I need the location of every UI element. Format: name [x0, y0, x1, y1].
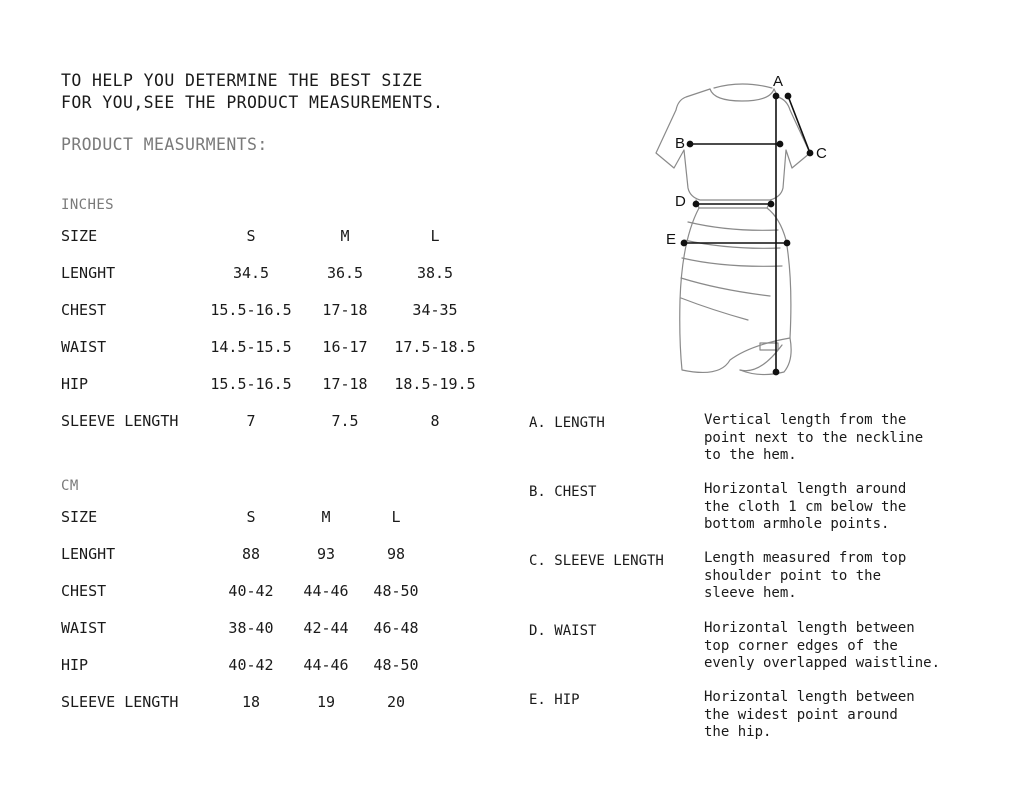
cell-s: 88	[241, 545, 261, 563]
drape-fold	[682, 258, 782, 266]
drape-fold	[688, 222, 778, 230]
neckline-back	[714, 84, 772, 88]
cell-m: 7.5	[331, 412, 359, 430]
drape-fold	[681, 278, 770, 296]
header-m: M	[321, 508, 331, 526]
cell-m: 44-46	[303, 656, 349, 674]
desc-line: the widest point around	[704, 706, 898, 723]
cell-l: 48-50	[373, 582, 419, 600]
cell-m: 36.5	[326, 264, 364, 282]
skirt-outline	[680, 208, 791, 372]
waist-right-point	[768, 201, 773, 206]
desc-line: top corner edges of the	[704, 637, 898, 654]
desc-line: to the hem.	[704, 447, 797, 463]
desc-line: the cloth 1 cm below the	[704, 498, 907, 515]
table-row	[61, 338, 521, 358]
cell-s: 14.5-15.5	[210, 338, 292, 356]
cell-m: 42-44	[303, 619, 349, 637]
cell-l: 48-50	[373, 656, 419, 674]
legend-key: B. CHEST	[529, 484, 597, 500]
header-l: L	[391, 508, 401, 526]
table-row	[61, 412, 521, 432]
cell-l: 46-48	[373, 619, 419, 637]
legend-key: C. SLEEVE LENGTH	[529, 553, 664, 569]
desc-line: Length measured from top	[704, 550, 907, 566]
cell-m: 44-46	[303, 582, 349, 600]
table-row	[61, 375, 521, 395]
drape-fold	[684, 240, 780, 248]
desc-line: the hip.	[704, 724, 772, 740]
desc-line: Horizontal length around	[704, 481, 907, 497]
intro-line-2: FOR YOU,SEE THE PRODUCT MEASUREMENTS.	[61, 93, 444, 112]
cell-l: 20	[386, 693, 406, 711]
cm-unit-label: CM	[61, 478, 79, 494]
desc-line: evenly overlapped waistline.	[704, 655, 941, 671]
row-label: SLEEVE LENGTH	[61, 693, 179, 711]
waist-left-point	[693, 201, 698, 206]
cell-l: 38.5	[416, 264, 454, 282]
cell-s: 40-42	[228, 582, 274, 600]
sleeve-bottom-point	[807, 150, 812, 155]
desc-line: shoulder point to the	[704, 567, 882, 584]
row-label: WAIST	[61, 619, 107, 637]
cell-m: 93	[316, 545, 336, 563]
cell-l: 17.5-18.5	[394, 338, 476, 356]
legend-description	[704, 550, 984, 603]
cell-l: 8	[430, 412, 440, 430]
row-label: LENGHT	[61, 264, 116, 282]
label-e: E	[666, 231, 677, 248]
desc-line: Vertical length from the	[704, 412, 907, 428]
table-row	[61, 582, 521, 602]
label-a: A	[773, 73, 784, 90]
dress-measurement-diagram	[640, 60, 840, 390]
hip-right-point	[784, 240, 789, 245]
inches-header-row	[61, 227, 521, 247]
cm-header-row	[61, 508, 521, 528]
length-bottom-point	[773, 369, 778, 374]
row-label: HIP	[61, 656, 89, 674]
desc-line: Horizontal length between	[704, 620, 915, 636]
cell-s: 40-42	[228, 656, 274, 674]
header-size: SIZE	[61, 227, 98, 245]
cell-s: 15.5-16.5	[210, 375, 292, 393]
legend-description	[704, 689, 984, 742]
intro-text	[61, 70, 443, 114]
intro-line-1: TO HELP YOU DETERMINE THE BEST SIZE	[61, 71, 423, 90]
table-row	[61, 301, 521, 321]
table-row	[61, 619, 521, 639]
legend-key: E. HIP	[529, 692, 580, 708]
cell-s: 15.5-16.5	[210, 301, 292, 319]
header-m: M	[340, 227, 350, 245]
hip-left-point	[681, 240, 686, 245]
header-l: L	[430, 227, 440, 245]
legend-description	[704, 412, 984, 465]
cell-s: 34.5	[232, 264, 270, 282]
legend-description	[704, 481, 984, 534]
header-s: S	[246, 508, 256, 526]
neckline-outline	[710, 89, 774, 101]
label-b: B	[675, 135, 686, 152]
cell-s: 18	[241, 693, 261, 711]
desc-line: bottom armhole points.	[704, 516, 890, 532]
desc-line: Horizontal length between	[704, 689, 915, 705]
table-row	[61, 545, 521, 565]
table-row	[61, 656, 521, 676]
row-label: SLEEVE LENGTH	[61, 412, 179, 430]
table-row	[61, 693, 521, 713]
cell-l: 98	[386, 545, 406, 563]
chest-left-point	[687, 141, 692, 146]
cell-l: 34-35	[412, 301, 458, 319]
inches-unit-label: INCHES	[61, 197, 114, 213]
desc-line: point next to the neckline	[704, 429, 924, 446]
cell-m: 16-17	[322, 338, 368, 356]
label-c: C	[816, 145, 827, 162]
legend-key: A. LENGTH	[529, 415, 605, 431]
chest-right-point	[777, 141, 782, 146]
length-top-point	[773, 93, 778, 98]
sleeve-measure-line	[788, 96, 810, 153]
cell-m: 19	[316, 693, 336, 711]
row-label: CHEST	[61, 582, 107, 600]
product-measurements-heading: PRODUCT MEASURMENTS:	[61, 135, 268, 154]
header-size: SIZE	[61, 508, 98, 526]
desc-line: sleeve hem.	[704, 585, 797, 601]
legend-description	[704, 620, 984, 673]
cell-m: 17-18	[322, 375, 368, 393]
legend-key: D. WAIST	[529, 623, 597, 639]
cell-l: 18.5-19.5	[394, 375, 476, 393]
table-row	[61, 264, 521, 284]
row-label: LENGHT	[61, 545, 116, 563]
header-s: S	[246, 227, 256, 245]
cell-s: 7	[246, 412, 256, 430]
row-label: CHEST	[61, 301, 107, 319]
cell-m: 17-18	[322, 301, 368, 319]
sleeve-top-point	[785, 93, 790, 98]
row-label: HIP	[61, 375, 89, 393]
cell-s: 38-40	[228, 619, 274, 637]
label-d: D	[675, 193, 686, 210]
row-label: WAIST	[61, 338, 107, 356]
drape-fold	[681, 298, 748, 320]
